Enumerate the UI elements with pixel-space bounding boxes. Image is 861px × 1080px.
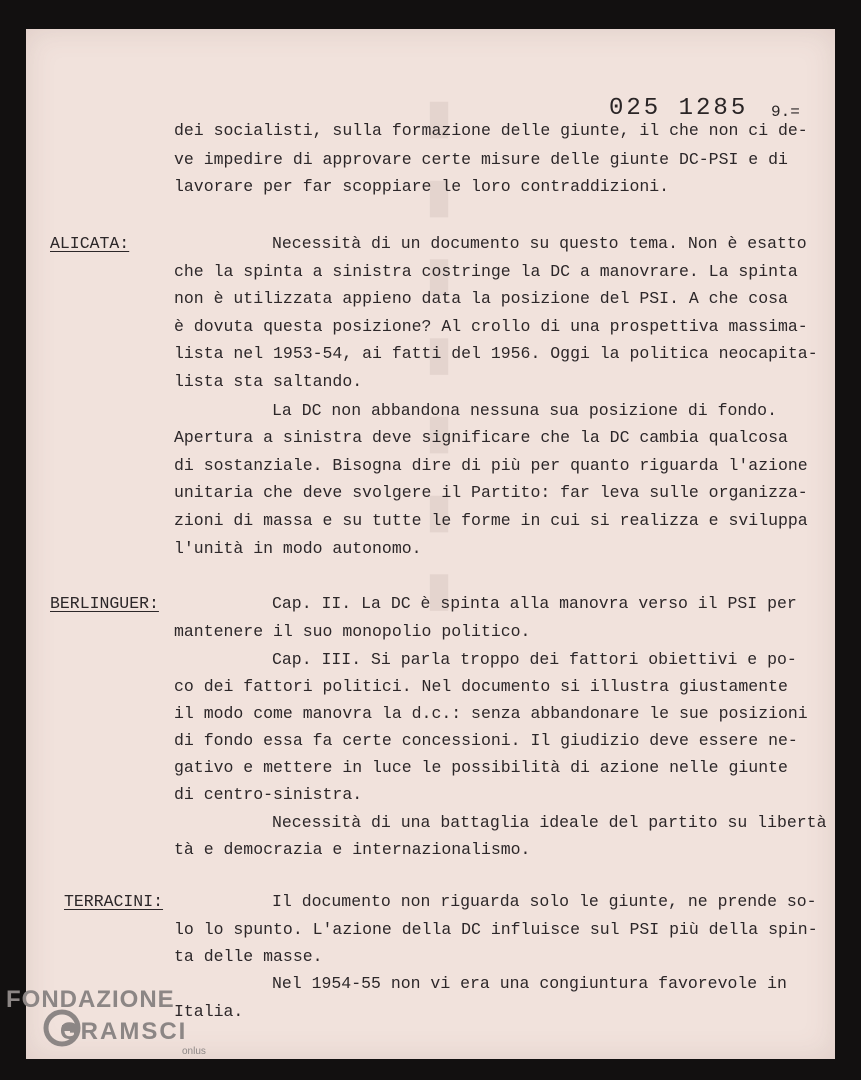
speaker-terracini: TERRACINI:	[64, 892, 164, 911]
speaker-alicata: ALICATA:	[50, 234, 130, 253]
text-line: il modo come manovra la d.c.: senza abbandonare le sue posizioni	[174, 704, 808, 723]
text-line: Nel 1954-55 non vi era una congiuntura favorevole in	[272, 974, 787, 993]
fondazione-gramsci-watermark	[6, 986, 206, 1057]
text-line: ta delle masse.	[174, 947, 323, 966]
text-line: gativo e mettere in luce le possibilità di azione nelle giunte	[174, 758, 788, 777]
text-line: mantenere il suo monopolio politico.	[174, 622, 531, 641]
text-line: Italia.	[174, 1002, 244, 1021]
text-line: lista sta saltando.	[174, 372, 363, 391]
speaker-berlinguer: BERLINGUER:	[50, 594, 159, 613]
text-line: lavorare per far scoppiare le loro contraddizioni.	[174, 177, 670, 196]
text-line: ve impedire di approvare certe misure delle giunte DC-PSI e di	[174, 150, 788, 169]
watermark-line2: GRAMSCI	[60, 1018, 188, 1045]
text-line: dei socialisti, sulla formazione delle giunte, il che non ci de-	[174, 121, 808, 140]
text-line: co dei fattori politici. Nel documento si illustra giustamente	[174, 677, 788, 696]
text-line: Cap. III. Si parla troppo dei fattori obiettivi e po-	[272, 650, 797, 669]
text-line: di centro-sinistra.	[174, 785, 363, 804]
watermark-suffix: onlus	[182, 1046, 206, 1057]
text-line: tà e democrazia e internazionalismo.	[174, 840, 531, 859]
text-line: Il documento non riguarda solo le giunte, ne prende so-	[272, 892, 817, 911]
document-number: 025 1285	[609, 95, 749, 122]
text-line: Necessità di un documento su questo tema. Non è esatto	[272, 234, 807, 253]
text-line: lista nel 1953-54, ai fatti del 1956. Oggi la politica neocapita-	[174, 344, 818, 363]
text-line: lo lo spunto. L'azione della DC influisce sul PSI più della spin-	[174, 920, 818, 939]
text-line: zioni di massa e su tutte le forme in cui si realizza e sviluppa	[174, 511, 808, 530]
text-line: Necessità di una battaglia ideale del partito su libertà	[272, 813, 827, 832]
text-line: è dovuta questa posizione? Al crollo di una prospettiva massima-	[174, 317, 808, 336]
text-line: La DC non abbandona nessuna sua posizione di fondo.	[272, 401, 777, 420]
faint-archive-stamp: ▮ ▮ ▮ ▮ ▮ ▮ ▮	[413, 89, 465, 622]
text-line: che la spinta a sinistra costringe la DC a manovrare. La spinta	[174, 262, 798, 281]
text-line: Apertura a sinistra deve significare che la DC cambia qualcosa	[174, 428, 788, 447]
text-line: Cap. II. La DC è spinta alla manovra verso il PSI per	[272, 594, 797, 613]
text-line: di sostanziale. Bisogna dire di più per quanto riguarda l'azione	[174, 456, 808, 475]
text-line: di fondo essa fa certe concessioni. Il giudizio deve essere ne-	[174, 731, 798, 750]
text-line: l'unità in modo autonomo.	[174, 539, 422, 558]
watermark-line1: FONDAZIONE	[6, 986, 175, 1013]
text-line: unitaria che deve svolgere il Partito: far leva sulle organizza-	[174, 483, 808, 502]
page-marker: 9.=	[771, 103, 800, 121]
text-line: non è utilizzata appieno data la posizione del PSI. A che cosa	[174, 289, 788, 308]
